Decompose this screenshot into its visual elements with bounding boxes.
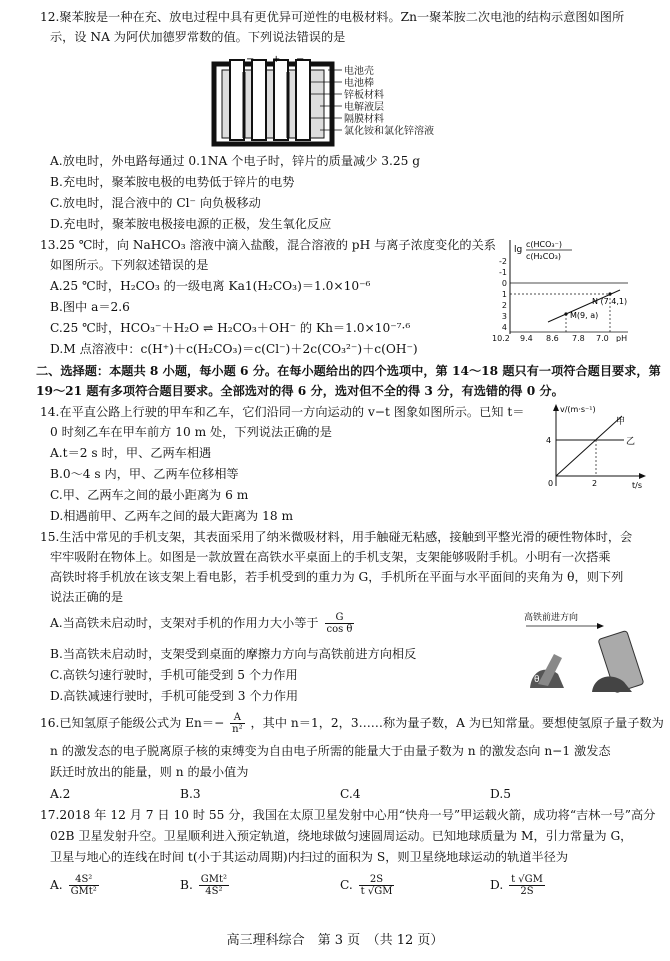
q14-option-b: B.0～4 s 内，甲、乙两车位移相等 <box>50 467 239 481</box>
q13-ytick: 3 <box>501 312 507 321</box>
q13-point-n: N (7.4,1) <box>592 297 628 306</box>
diagram-label-zinc: 锌板材料 <box>344 90 384 101</box>
q14-ylabel: v/(m·s⁻¹) <box>560 405 596 414</box>
q13-option-c: C.25 ℃时，HCO₃⁻＋H₂O ⇌ H₂CO₃＋OH⁻ 的 Kh＝1.0×10⁻⁷·⁶ <box>50 321 411 335</box>
q15-fraction-num: G <box>325 612 355 624</box>
q17-option-b <box>180 874 231 897</box>
q13-ylabel-num: c(HCO₃⁻) <box>526 240 562 249</box>
q13-option-a: A.25 ℃时，H₂CO₃ 的一级电离 Ka1(H₂CO₃)＝1.0×10⁻⁶ <box>50 279 371 293</box>
diagram-label-solution: 氯化铵和氯化锌溶液 <box>344 126 434 137</box>
q13-ytick: 0 <box>501 279 507 288</box>
q14-option-a: A.t＝2 s 时，甲、乙两车相遇 <box>50 446 212 460</box>
q15-figure-label: 高铁前进方向 <box>524 613 579 623</box>
q15-line4: 说法正确的是 <box>50 590 124 604</box>
q13-xunit: pH <box>616 334 628 342</box>
q15-line2: 牢牢吸附在物体上。如图是一款放置在高铁水平桌面上的手机支架，支架能够吸附手机。小明有一次搭乘 <box>50 550 611 564</box>
q16-line1-pre: 16.已知氢原子能级公式为 En＝− <box>40 716 225 730</box>
diagram-label-shell: 电池壳 <box>344 66 374 77</box>
q14-xtick: 2 <box>592 479 598 488</box>
q14-label-yi: 乙 <box>626 437 636 447</box>
q15-option-c: C.高铁匀速行驶时，手机可能受到 5 个力作用 <box>50 668 298 682</box>
q14-vt-graph <box>540 402 650 490</box>
q17-option-a-den: GMt² <box>70 886 97 897</box>
q12-option-d: D.充电时，聚苯胺电极接电源的正极，发生氧化反应 <box>50 217 332 231</box>
q12-line2: 示，设 NA 为阿伏加德罗常数的值。下列说法错误的是 <box>50 30 346 44</box>
q16-options <box>50 785 610 804</box>
q17-option-a <box>50 874 101 897</box>
q13-ytick: -1 <box>499 268 507 277</box>
q16-option-c: C.4 <box>340 787 361 801</box>
q15-option-a <box>50 612 356 635</box>
q13-ytick: -2 <box>499 257 507 266</box>
q13-xtick: 8.6 <box>546 334 559 342</box>
phone-stand-figure <box>520 608 650 698</box>
q15-theta: θ <box>534 675 540 685</box>
q14-origin: 0 <box>548 479 554 488</box>
q13-xtick: 9.4 <box>520 334 533 342</box>
q16-fraction-den: n² <box>232 724 243 735</box>
diagram-label-electrolyte: 电解液层 <box>344 102 384 113</box>
q16-fraction <box>230 712 244 735</box>
q14-line1: 14.在平直公路上行驶的甲车和乙车，它们沿同一方向运动的 v−t 图象如图所示。已知 t＝ <box>40 405 525 419</box>
q17-option-d-den: 2S <box>520 886 534 897</box>
q15-option-a-text: A.当高铁未启动时，支架对手机的作用力大小等于 <box>50 616 319 630</box>
q17-line3: 卫星与地心的连线在时间 t(小于其运动周期)内扫过的面积为 S，则卫星绕地球运动的轨道半径为 <box>50 850 569 864</box>
q13-line1: 13.25 ℃时，向 NaHCO₃ 溶液中滴入盐酸，混合溶液的 pH 与离子浓度变化的关系 <box>40 238 496 252</box>
page-footer: 高三理科综合 第 3 页 （共 12 页） <box>226 933 444 948</box>
q13-ytick: 4 <box>501 323 507 332</box>
q17-option-c <box>340 874 396 897</box>
q16-fraction-num: A <box>230 712 244 724</box>
q17-option-a-label: A. <box>50 878 63 892</box>
q16-option-a: A.2 <box>50 787 71 801</box>
q17-line1: 17.2018 年 12 月 7 日 10 时 55 分，我国在太原卫星发射中心用“快舟一号”甲运载火箭，成功将“吉林一号”高分 <box>40 808 656 822</box>
q16-line2: n 的激发态的电子脱离原子核的束缚变为自由电子所需的能量大于由量子数为 n 的激发态向 n−1 激发态 <box>50 744 611 758</box>
q14-option-d: D.相遇前甲、乙两车之间的最大距离为 18 m <box>50 509 294 523</box>
q17-option-c-label: C. <box>340 878 353 892</box>
q15-line1: 15.生活中常见的手机支架，其表面采用了纳米微吸材料，用手触碰无粘感，接触到平整光滑的硬性物体时，会 <box>40 530 633 544</box>
q15-option-d: D.高铁减速行驶时，手机可能受到 3 个力作用 <box>50 689 299 703</box>
q17-option-d-label: D. <box>490 878 504 892</box>
q14-label-jia: 甲 <box>616 417 626 427</box>
q13-xtick: 10.2 <box>492 334 510 342</box>
battery-diagram <box>210 54 510 152</box>
section2-line1: 二、选择题：本题共 8 小题，每小题 6 分。在每小题给出的四个选项中，第 14～18 题只有一项符合题目要求，第 <box>36 364 661 378</box>
q16-line1-post: ，其中 n＝1，2，3……称为量子数，A 为已知常量。要想使氢原子量子数为 <box>250 716 664 730</box>
q14-option-c: C.甲、乙两车之间的最小距离为 6 m <box>50 488 249 502</box>
q17-option-d-num: t √GM <box>511 874 543 885</box>
q16-line1 <box>40 712 664 735</box>
q17-line2: 02B 卫星发射升空。卫星顺利进入预定轨道，绕地球做匀速圆周运动。已知地球质量为 M，引力常量为 G， <box>50 829 633 843</box>
diagram-sign-3: − <box>296 54 305 65</box>
q13-line2: 如图所示。下列叙述错误的是 <box>50 258 209 272</box>
q17-option-c-num: 2S <box>359 874 395 886</box>
q13-xtick: 7.8 <box>572 334 585 342</box>
q13-option-d: D.M 点溶液中：c(H⁺)＋c(H₂CO₃)＝c(Cl⁻)＋2c(CO₃²⁻)＋c(OH⁻) <box>50 342 418 356</box>
q12-option-b: B.充电时，聚苯胺电极的电势低于锌片的电势 <box>50 175 295 189</box>
q16-line3: 跃迁时放出的能量，则 n 的最小值为 <box>50 765 249 779</box>
q13-option-b: B.图中 a＝2.6 <box>50 300 130 314</box>
q16-option-d: D.5 <box>490 787 511 801</box>
q13-xtick: 7.0 <box>596 334 609 342</box>
q14-line2: 0 时刻乙车在甲车前方 10 m 处，下列说法正确的是 <box>50 425 332 439</box>
q17-option-a-num: 4S² <box>69 874 99 886</box>
section2-line2: 19～21 题有多项符合题目要求。全部选对的得 6 分，选对但不全的得 3 分，有选错的得 0 分。 <box>36 384 564 398</box>
q17-option-b-num: GMt² <box>200 874 227 885</box>
q13-ylabel-den: c(H₂CO₃) <box>526 252 561 261</box>
q13-point-m: M(9, a) <box>570 311 599 320</box>
q14-ytick: 4 <box>546 436 552 445</box>
diagram-sign-2: + <box>272 54 281 65</box>
diagram-sign-1: − <box>246 54 255 65</box>
q13-ph-graph <box>488 236 638 342</box>
q15-option-b: B.当高铁未启动时，支架受到桌面的摩擦力方向与高铁前进方向相反 <box>50 647 417 661</box>
q17-options <box>50 874 610 908</box>
q17-option-c-den: t √GM <box>360 886 393 897</box>
q13-ylabel-prefix: lg <box>514 245 523 255</box>
diagram-label-membrane: 隔膜材料 <box>344 114 384 125</box>
q17-option-b-den: 4S² <box>205 886 223 897</box>
q13-ytick: 1 <box>501 290 507 299</box>
q12-line1: 12.聚苯胺是一种在充、放电过程中具有更优异可逆性的电极材料。Zn一聚苯胺二次电池的结构示意图如图所 <box>40 10 625 24</box>
q17-option-b-label: B. <box>180 878 193 892</box>
q14-xlabel: t/s <box>632 481 642 490</box>
q12-option-a: A.放电时，外电路每通过 0.1NA 个电子时，锌片的质量减少 3.25 g <box>50 154 421 168</box>
q15-line3: 高铁时将手机放在该支架上看电影，若手机受到的重力为 G，手机所在平面与水平面间的夹角为 θ，则下列 <box>50 570 624 584</box>
q16-option-b: B.3 <box>180 787 201 801</box>
diagram-label-rod: 电池棒 <box>344 78 374 89</box>
q12-option-c: C.放电时，混合液中的 Cl⁻ 向负极移动 <box>50 196 261 210</box>
q13-ytick: 2 <box>501 301 507 310</box>
q15-fraction-den: cos θ <box>326 624 353 635</box>
q15-option-a-fraction <box>325 612 355 635</box>
q17-option-d <box>490 874 547 897</box>
